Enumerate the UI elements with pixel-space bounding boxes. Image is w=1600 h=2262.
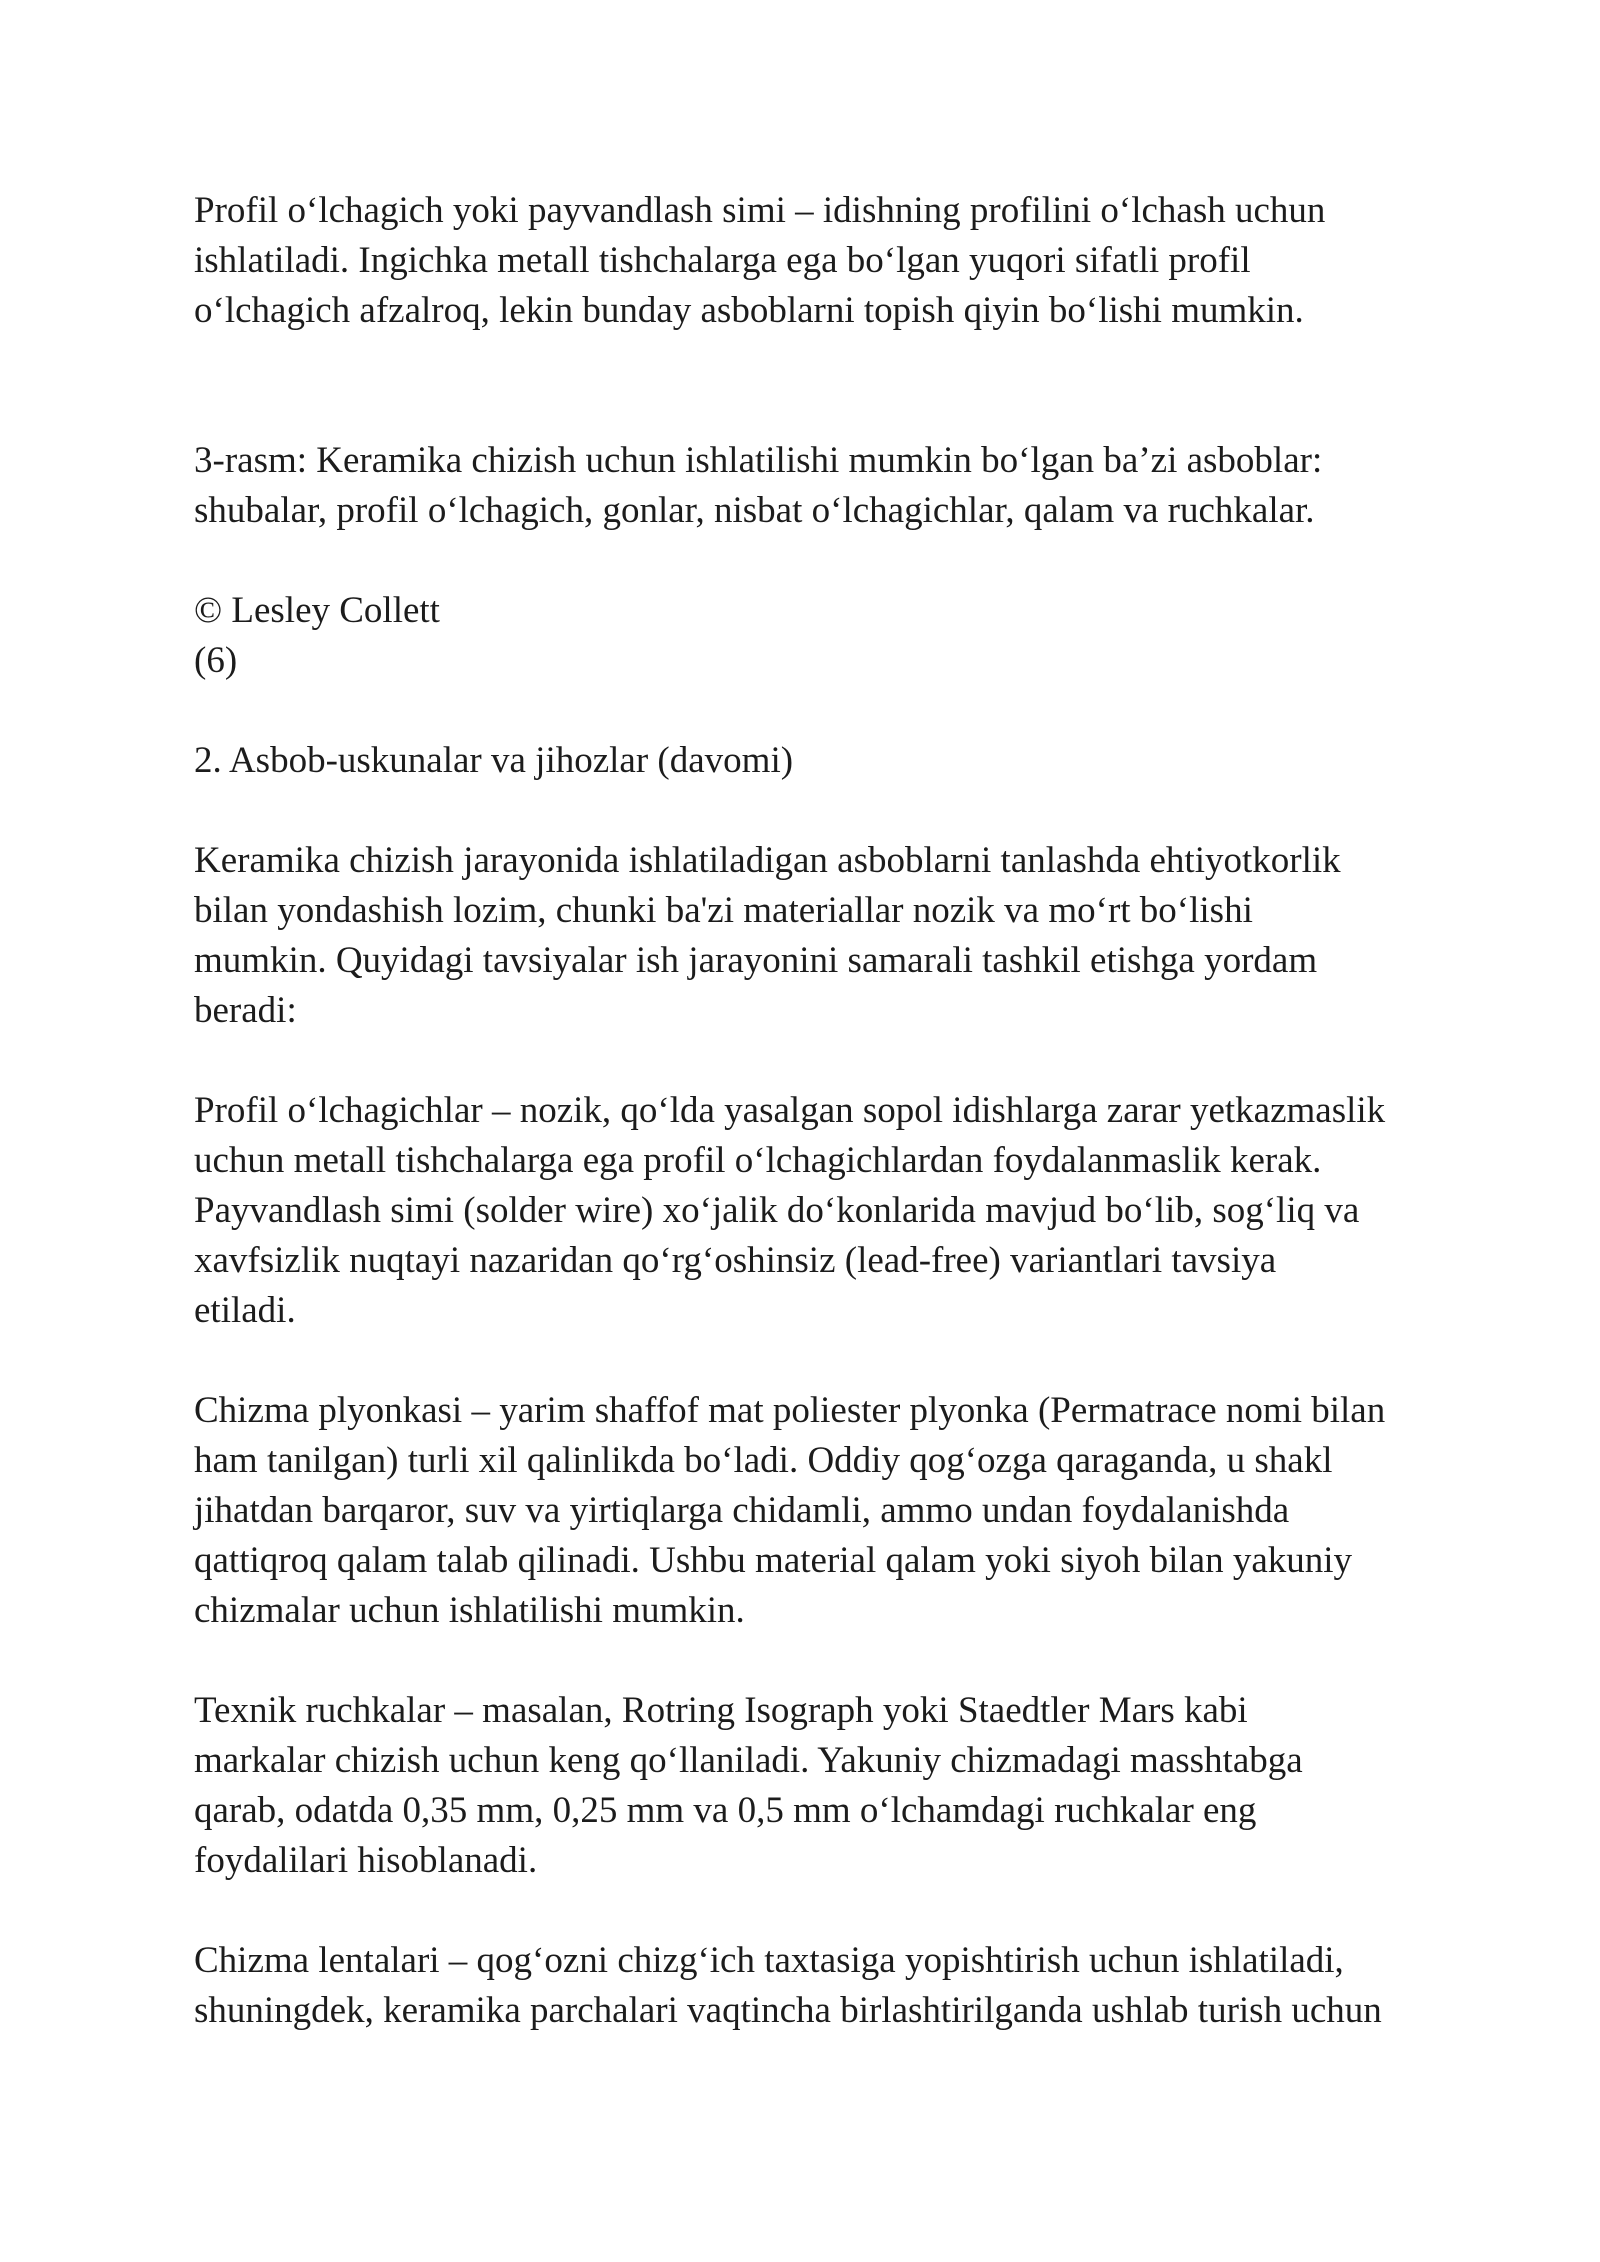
text-line: Chizma lentalari – qog‘ozni chizg‘ich taxtasiga yopishtirish uchun ishlatiladi,: [194, 1940, 1344, 1981]
text-line: Keramika chizish jarayonida ishlatiladigan asboblarni tanlashda ehtiyotkorlik: [194, 840, 1341, 881]
text-line: Profil o‘lchagichlar – nozik, qo‘lda yasalgan sopol idishlarga zarar yetkazmaslik: [194, 1090, 1386, 1131]
text-line: 2. Asbob-uskunalar va jihozlar (davomi): [194, 740, 794, 781]
section-heading: [194, 736, 1434, 786]
text-line: uchun metall tishchalarga ega profil o‘lchagichlardan foydalanmaslik kerak.: [194, 1140, 1322, 1181]
text-line: Payvandlash simi (solder wire) xo‘jalik do‘konlarida mavjud bo‘lib, sog‘liq va: [194, 1190, 1360, 1231]
image-credit: © Lesley Collett: [194, 590, 440, 631]
text-line: chizmalar uchun ishlatilishi mumkin.: [194, 1590, 745, 1631]
document-page: [194, 186, 1434, 2036]
text-line: beradi:: [194, 990, 297, 1031]
text-line: shubalar, profil o‘lchagich, gonlar, nisbat o‘lchagichlar, qalam va ruchkalar.: [194, 490, 1315, 531]
credit-and-page: [194, 586, 1434, 686]
page-number: (6): [194, 640, 238, 681]
paragraph-profile-gauge: [194, 186, 1434, 336]
text-line: jihatdan barqaror, suv va yirtiqlarga chidamli, ammo undan foydalanishda: [194, 1490, 1290, 1531]
paragraph-drafting-tapes: [194, 1936, 1434, 2036]
paragraph-profile-gauges: [194, 1086, 1434, 1336]
text-line: mumkin. Quyidagi tavsiyalar ish jarayonini samarali tashkil etishga yordam: [194, 940, 1318, 981]
text-line: ham tanilgan) turli xil qalinlikda bo‘ladi. Oddiy qog‘ozga qaraganda, u shakl: [194, 1440, 1333, 1481]
text-line: qattiqroq qalam talab qilinadi. Ushbu material qalam yoki siyoh bilan yakuniy: [194, 1540, 1353, 1581]
figure-caption: [194, 436, 1434, 536]
text-line: o‘lchagich afzalroq, lekin bunday asboblarni topish qiyin bo‘lishi mumkin.: [194, 290, 1304, 331]
text-line: markalar chizish uchun keng qo‘llaniladi. Yakuniy chizmadagi masshtabga: [194, 1740, 1303, 1781]
text-line: Profil o‘lchagich yoki payvandlash simi – idishning profilini o‘lchash uchun: [194, 190, 1326, 231]
text-line: Chizma plyonkasi – yarim shaffof mat poliester plyonka (Permatrace nomi bilan: [194, 1390, 1386, 1431]
paragraph-technical-pens: [194, 1686, 1434, 1886]
text-line: etiladi.: [194, 1290, 296, 1331]
text-line: Texnik ruchkalar – masalan, Rotring Isograph yoki Staedtler Mars kabi: [194, 1690, 1248, 1731]
text-line: xavfsizlik nuqtayi nazaridan qo‘rg‘oshinsiz (lead-free) variantlari tavsiya: [194, 1240, 1277, 1281]
text-line: ishlatiladi. Ingichka metall tishchalarga ega bo‘lgan yuqori sifatli profil: [194, 240, 1251, 281]
text-line: qarab, odatda 0,35 mm, 0,25 mm va 0,5 mm o‘lchamdagi ruchkalar eng: [194, 1790, 1257, 1831]
text-line: foydalilari hisoblanadi.: [194, 1840, 538, 1881]
paragraph-drawing-film: [194, 1386, 1434, 1636]
paragraph-intro: [194, 836, 1434, 1036]
text-line: bilan yondashish lozim, chunki ba'zi materiallar nozik va mo‘rt bo‘lishi: [194, 890, 1253, 931]
text-line: shuningdek, keramika parchalari vaqtincha birlashtirilganda ushlab turish uchun: [194, 1990, 1382, 2031]
text-line: 3-rasm: Keramika chizish uchun ishlatilishi mumkin bo‘lgan ba’zi asboblar:: [194, 440, 1323, 481]
